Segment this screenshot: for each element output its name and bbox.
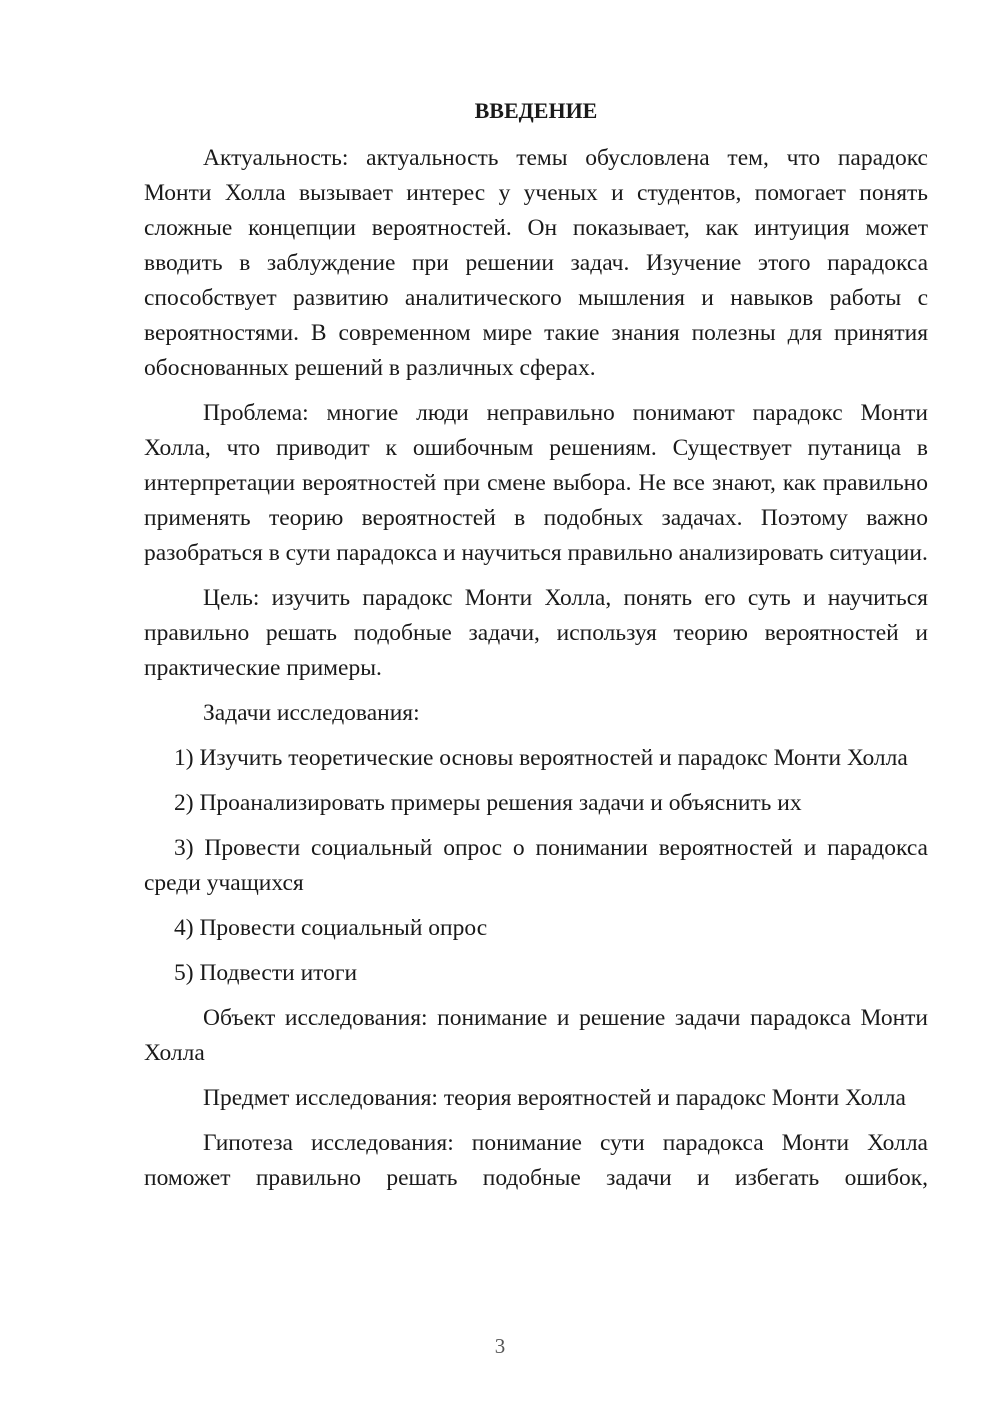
task-item-3: 3) Провести социальный опрос о понимании вероятностей и парадокса среди учащихся bbox=[144, 835, 928, 896]
page-title: ВВЕДЕНИЕ bbox=[474, 98, 598, 123]
task-item-2: 2) Проанализировать примеры решения задачи и объяснить их bbox=[174, 790, 802, 816]
page-number: 3 bbox=[494, 1334, 506, 1358]
task-item-5: 5) Подвести итоги bbox=[174, 960, 358, 986]
paragraph-subject: Предмет исследования: теория вероятностей и парадокс Монти Холла bbox=[203, 1085, 906, 1111]
paragraph-object: Объект исследования: понимание и решение задачи парадокса Монти Холла bbox=[144, 1005, 928, 1066]
task-item-4: 4) Провести социальный опрос bbox=[174, 915, 488, 941]
paragraph-hypothesis: Гипотеза исследования: понимание сути парадокса Монти Холла поможет правильно решать подобные задачи и избегать ошибок, bbox=[144, 1130, 928, 1191]
tasks-heading: Задачи исследования: bbox=[203, 700, 420, 726]
task-item-1: 1) Изучить теоретические основы вероятностей и парадокс Монти Холла bbox=[174, 745, 908, 771]
paragraph-problem: Проблема: многие люди неправильно понимают парадокс Монти Холла, что приводит к ошибочным решениям. Существует путаница в интерпретации вероятностей при смене выбора. Не все знают, как правильно применять теорию вероятностей в подобных задачах. Поэтому важно разобраться в сути парадокса и научиться правильно анализировать ситуации. bbox=[144, 400, 928, 566]
page-content bbox=[144, 95, 928, 1206]
paragraph-relevance: Актуальность: актуальность темы обусловлена тем, что парадокс Монти Холла вызывает интерес у ученых и студентов, помогает понять сложные концепции вероятностей. Он показывает, как интуиция может вводить в заблуждение при решении задач. Изучение этого парадокса способствует развитию аналитического мышления и навыков работы с вероятностями. В современном мире такие знания полезны для принятия обоснованных решений в различных сферах. bbox=[144, 145, 928, 381]
paragraph-goal: Цель: изучить парадокс Монти Холла, понять его суть и научиться правильно решать подобные задачи, используя теорию вероятностей и практические примеры. bbox=[144, 585, 928, 681]
